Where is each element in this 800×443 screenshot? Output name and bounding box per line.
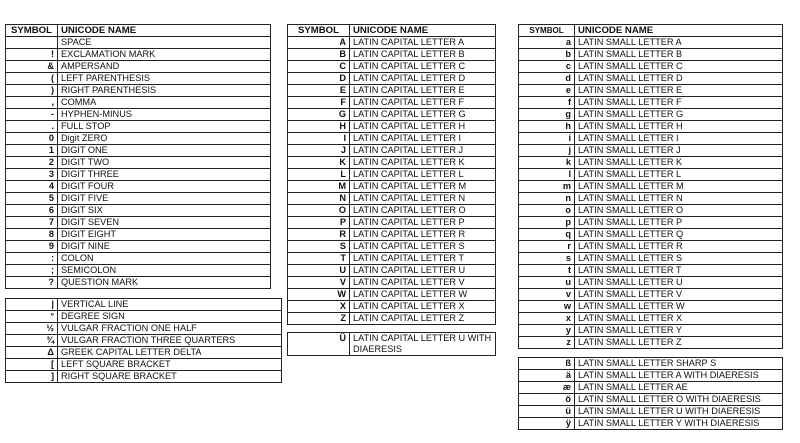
- unicode-name-cell: LATIN SMALL LETTER S: [575, 253, 783, 265]
- table-header-row: [519, 25, 783, 37]
- symbol-cell: Ü: [288, 333, 350, 356]
- unicode-name-cell: LATIN CAPITAL LETTER B: [350, 49, 496, 61]
- symbol-cell: Z: [288, 313, 350, 325]
- table-row: [6, 109, 271, 121]
- table-row: [288, 85, 496, 97]
- symbol-cell: ,: [6, 97, 58, 109]
- table-row: [288, 193, 496, 205]
- table-row: [519, 277, 783, 289]
- unicode-name-cell: LATIN CAPITAL LETTER J: [350, 145, 496, 157]
- symbol-cell: -: [6, 109, 58, 121]
- symbol-cell: F: [288, 97, 350, 109]
- unicode-name-cell: DIGIT ONE: [58, 145, 271, 157]
- symbol-cell: z: [519, 337, 575, 349]
- symbol-cell: n: [519, 193, 575, 205]
- symbol-cell: q: [519, 229, 575, 241]
- unicode-name-cell: COMMA: [58, 97, 271, 109]
- table-row: [519, 241, 783, 253]
- symbol-cell: [: [6, 359, 58, 371]
- unicode-name-cell: VULGAR FRACTION THREE QUARTERS: [58, 335, 282, 347]
- table-row: [519, 382, 783, 394]
- table-row: [288, 181, 496, 193]
- symbol-cell: A: [288, 37, 350, 49]
- table-row: [288, 241, 496, 253]
- unicode-name-cell: FULL STOP: [58, 121, 271, 133]
- unicode-name-cell: LATIN SMALL LETTER J: [575, 145, 783, 157]
- symbol-cell: [6, 37, 58, 49]
- symbol-cell: ½: [6, 323, 58, 335]
- symbol-cell: 7: [6, 217, 58, 229]
- table-row: [6, 121, 271, 133]
- table-row: [519, 406, 783, 418]
- table-row: [519, 418, 783, 430]
- name-column-header: UNICODE NAME: [575, 25, 783, 37]
- table-row: [519, 73, 783, 85]
- symbol-cell: U: [288, 265, 350, 277]
- unicode-name-cell: RIGHT SQUARE BRACKET: [58, 371, 282, 383]
- unicode-name-cell: LATIN SMALL LETTER H: [575, 121, 783, 133]
- table-symbols-punctuation: [5, 24, 271, 289]
- symbol-cell: |: [6, 299, 58, 311]
- table-row: [519, 37, 783, 49]
- symbol-cell: 2: [6, 157, 58, 169]
- unicode-name-cell: LATIN CAPITAL LETTER T: [350, 253, 496, 265]
- table-row: [288, 277, 496, 289]
- unicode-name-cell: DEGREE SIGN: [58, 311, 282, 323]
- symbol-cell: 0: [6, 133, 58, 145]
- symbol-cell: D: [288, 73, 350, 85]
- unicode-name-cell: LEFT PARENTHESIS: [58, 73, 271, 85]
- table-row: [6, 265, 271, 277]
- unicode-name-cell: LATIN SMALL LETTER Y: [575, 325, 783, 337]
- symbol-cell: I: [288, 133, 350, 145]
- symbol-cell: !: [6, 49, 58, 61]
- symbol-cell: j: [519, 145, 575, 157]
- table-row: [6, 217, 271, 229]
- unicode-name-cell: LATIN SMALL LETTER D: [575, 73, 783, 85]
- symbol-cell: X: [288, 301, 350, 313]
- unicode-name-cell: LATIN CAPITAL LETTER H: [350, 121, 496, 133]
- unicode-name-cell: LATIN SMALL LETTER I: [575, 133, 783, 145]
- symbol-cell: k: [519, 157, 575, 169]
- unicode-name-cell: DIGIT NINE: [58, 241, 271, 253]
- symbol-column-header: SYMBOL: [519, 25, 575, 37]
- symbol-cell: ö: [519, 394, 575, 406]
- table-row: [519, 85, 783, 97]
- table-row: [6, 193, 271, 205]
- table-row: [519, 265, 783, 277]
- table-row: [6, 157, 271, 169]
- unicode-name-cell: LATIN SMALL LETTER W: [575, 301, 783, 313]
- unicode-name-cell: LATIN CAPITAL LETTER E: [350, 85, 496, 97]
- table-header-row: [6, 25, 271, 37]
- unicode-name-cell: LATIN SMALL LETTER C: [575, 61, 783, 73]
- symbol-cell: l: [519, 169, 575, 181]
- table-row: [6, 169, 271, 181]
- symbol-cell: d: [519, 73, 575, 85]
- table-row: [288, 145, 496, 157]
- unicode-name-cell: LATIN SMALL LETTER N: [575, 193, 783, 205]
- symbol-cell: 5: [6, 193, 58, 205]
- table-row: [6, 359, 282, 371]
- unicode-name-cell: LATIN CAPITAL LETTER W: [350, 289, 496, 301]
- unicode-name-cell: LATIN SMALL LETTER L: [575, 169, 783, 181]
- table-row: [6, 229, 271, 241]
- unicode-name-cell: LATIN SMALL LETTER A: [575, 37, 783, 49]
- unicode-name-cell: LATIN SMALL LETTER R: [575, 241, 783, 253]
- symbol-cell: ÿ: [519, 418, 575, 430]
- unicode-name-cell: GREEK CAPITAL LETTER DELTA: [58, 347, 282, 359]
- table-row: [6, 371, 282, 383]
- unicode-name-cell: LATIN SMALL LETTER Q: [575, 229, 783, 241]
- symbol-cell: f: [519, 97, 575, 109]
- symbol-cell: g: [519, 109, 575, 121]
- symbol-cell: r: [519, 241, 575, 253]
- symbol-cell: (: [6, 73, 58, 85]
- table-row: [288, 49, 496, 61]
- table-row: [6, 85, 271, 97]
- table-row: [519, 370, 783, 382]
- table-row: [288, 61, 496, 73]
- symbol-cell: v: [519, 289, 575, 301]
- table-row: [288, 265, 496, 277]
- symbol-cell: ]: [6, 371, 58, 383]
- symbol-cell: :: [6, 253, 58, 265]
- unicode-name-cell: LATIN SMALL LETTER Y WITH DIAERESIS: [575, 418, 783, 430]
- unicode-name-cell: LEFT SQUARE BRACKET: [58, 359, 282, 371]
- symbol-cell: M: [288, 181, 350, 193]
- table-row: [519, 394, 783, 406]
- symbol-cell: m: [519, 181, 575, 193]
- unicode-name-cell: LATIN CAPITAL LETTER K: [350, 157, 496, 169]
- unicode-name-cell: LATIN CAPITAL LETTER U: [350, 265, 496, 277]
- table-row: [288, 97, 496, 109]
- symbol-cell: b: [519, 49, 575, 61]
- symbol-cell: ü: [519, 406, 575, 418]
- unicode-name-cell: LATIN SMALL LETTER X: [575, 313, 783, 325]
- unicode-name-cell: LATIN CAPITAL LETTER A: [350, 37, 496, 49]
- unicode-name-cell: DIGIT EIGHT: [58, 229, 271, 241]
- table-row: [519, 358, 783, 370]
- unicode-name-cell: LATIN SMALL LETTER M: [575, 181, 783, 193]
- symbol-cell: x: [519, 313, 575, 325]
- symbol-cell: G: [288, 109, 350, 121]
- unicode-name-cell: LATIN CAPITAL LETTER G: [350, 109, 496, 121]
- unicode-name-cell: LATIN SMALL LETTER B: [575, 49, 783, 61]
- table-row: [6, 311, 282, 323]
- symbol-cell: u: [519, 277, 575, 289]
- unicode-name-cell: LATIN SMALL LETTER O: [575, 205, 783, 217]
- symbol-cell: i: [519, 133, 575, 145]
- symbol-cell: L: [288, 169, 350, 181]
- unicode-name-cell: LATIN SMALL LETTER U: [575, 277, 783, 289]
- unicode-name-cell: LATIN CAPITAL LETTER I: [350, 133, 496, 145]
- table-row: [6, 347, 282, 359]
- table-small-special: [518, 357, 783, 430]
- unicode-name-cell: RIGHT PARENTHESIS: [58, 85, 271, 97]
- symbol-cell: .: [6, 121, 58, 133]
- table-row: [519, 313, 783, 325]
- table-row: [288, 289, 496, 301]
- table-row: [519, 217, 783, 229]
- symbol-cell: S: [288, 241, 350, 253]
- unicode-name-cell: SEMICOLON: [58, 265, 271, 277]
- table-row: [288, 169, 496, 181]
- unicode-name-cell: DIGIT SIX: [58, 205, 271, 217]
- table-row: [519, 229, 783, 241]
- symbol-cell: H: [288, 121, 350, 133]
- symbol-column-header: SYMBOL: [6, 25, 58, 37]
- table-row: [6, 97, 271, 109]
- unicode-name-cell: LATIN SMALL LETTER P: [575, 217, 783, 229]
- table-row: [6, 181, 271, 193]
- symbol-cell: E: [288, 85, 350, 97]
- table-row: [288, 229, 496, 241]
- table-row: [519, 193, 783, 205]
- table-row: [6, 335, 282, 347]
- table-row: [519, 109, 783, 121]
- symbol-cell: e: [519, 85, 575, 97]
- symbol-cell: t: [519, 265, 575, 277]
- symbol-cell: C: [288, 61, 350, 73]
- symbol-cell: B: [288, 49, 350, 61]
- unicode-name-cell: LATIN SMALL LETTER Z: [575, 337, 783, 349]
- table-capital-letters: [287, 24, 496, 325]
- symbol-cell: O: [288, 205, 350, 217]
- symbol-cell: 6: [6, 205, 58, 217]
- symbol-cell: P: [288, 217, 350, 229]
- table-row: [6, 253, 271, 265]
- unicode-name-cell: LATIN SMALL LETTER A WITH DIAERESIS: [575, 370, 783, 382]
- table-row: [6, 205, 271, 217]
- table-row: [6, 299, 282, 311]
- symbol-cell: °: [6, 311, 58, 323]
- table-row: [6, 323, 282, 335]
- symbol-cell: 4: [6, 181, 58, 193]
- symbol-cell: T: [288, 253, 350, 265]
- table-row: [519, 97, 783, 109]
- unicode-name-cell: LATIN CAPITAL LETTER O: [350, 205, 496, 217]
- unicode-name-cell: LATIN CAPITAL LETTER R: [350, 229, 496, 241]
- symbol-cell: h: [519, 121, 575, 133]
- unicode-name-cell: LATIN CAPITAL LETTER V: [350, 277, 496, 289]
- symbol-cell: 8: [6, 229, 58, 241]
- unicode-name-cell: VERTICAL LINE: [58, 299, 282, 311]
- symbol-cell: æ: [519, 382, 575, 394]
- unicode-name-cell: LATIN SMALL LETTER AE: [575, 382, 783, 394]
- unicode-name-cell: COLON: [58, 253, 271, 265]
- unicode-name-cell: LATIN CAPITAL LETTER U WITH DIAERESIS: [350, 333, 496, 356]
- unicode-name-cell: LATIN SMALL LETTER G: [575, 109, 783, 121]
- unicode-name-cell: DIGIT FOUR: [58, 181, 271, 193]
- unicode-name-cell: DIGIT FIVE: [58, 193, 271, 205]
- table-row: [288, 109, 496, 121]
- table-row: [288, 121, 496, 133]
- unicode-name-cell: LATIN CAPITAL LETTER X: [350, 301, 496, 313]
- table-row: [288, 205, 496, 217]
- unicode-name-cell: LATIN CAPITAL LETTER M: [350, 181, 496, 193]
- unicode-name-cell: LATIN SMALL LETTER T: [575, 265, 783, 277]
- symbol-cell: ): [6, 85, 58, 97]
- table-row: [519, 133, 783, 145]
- table-row: [519, 301, 783, 313]
- unicode-name-cell: LATIN SMALL LETTER K: [575, 157, 783, 169]
- unicode-name-cell: DIGIT TWO: [58, 157, 271, 169]
- table-row: [288, 37, 496, 49]
- unicode-name-cell: QUESTION MARK: [58, 277, 271, 289]
- table-row: [519, 121, 783, 133]
- unicode-name-cell: DIGIT THREE: [58, 169, 271, 181]
- table-row: [519, 253, 783, 265]
- table-row: [6, 277, 271, 289]
- table-row: [288, 73, 496, 85]
- unicode-name-cell: SPACE: [58, 37, 271, 49]
- table-row: [519, 325, 783, 337]
- symbol-cell: Δ: [6, 347, 58, 359]
- symbol-cell: 3: [6, 169, 58, 181]
- table-row: [519, 181, 783, 193]
- symbol-cell: p: [519, 217, 575, 229]
- unicode-name-cell: LATIN CAPITAL LETTER P: [350, 217, 496, 229]
- name-column-header: UNICODE NAME: [58, 25, 271, 37]
- symbol-cell: R: [288, 229, 350, 241]
- symbol-cell: J: [288, 145, 350, 157]
- symbol-cell: s: [519, 253, 575, 265]
- symbol-cell: N: [288, 193, 350, 205]
- table-header-row: [288, 25, 496, 37]
- table-row: [519, 61, 783, 73]
- unicode-name-cell: LATIN CAPITAL LETTER N: [350, 193, 496, 205]
- symbol-cell: w: [519, 301, 575, 313]
- table-row: [288, 217, 496, 229]
- symbol-cell: ä: [519, 370, 575, 382]
- table-symbols-special: [5, 298, 282, 383]
- symbol-cell: W: [288, 289, 350, 301]
- unicode-name-cell: LATIN SMALL LETTER E: [575, 85, 783, 97]
- table-row: [288, 133, 496, 145]
- table-row: [519, 49, 783, 61]
- unicode-name-cell: LATIN CAPITAL LETTER S: [350, 241, 496, 253]
- symbol-cell: ¾: [6, 335, 58, 347]
- unicode-name-cell: LATIN SMALL LETTER F: [575, 97, 783, 109]
- symbol-cell: K: [288, 157, 350, 169]
- unicode-name-cell: LATIN CAPITAL LETTER F: [350, 97, 496, 109]
- table-row: [288, 333, 496, 356]
- table-row: [519, 289, 783, 301]
- symbol-cell: V: [288, 277, 350, 289]
- unicode-name-cell: Digit ZERO: [58, 133, 271, 145]
- symbol-cell: 1: [6, 145, 58, 157]
- table-row: [519, 205, 783, 217]
- table-row: [6, 145, 271, 157]
- symbol-cell: o: [519, 205, 575, 217]
- symbol-cell: 9: [6, 241, 58, 253]
- table-row: [6, 49, 271, 61]
- table-row: [6, 133, 271, 145]
- symbol-cell: ;: [6, 265, 58, 277]
- unicode-name-cell: LATIN CAPITAL LETTER Z: [350, 313, 496, 325]
- table-row: [6, 61, 271, 73]
- symbol-cell: &: [6, 61, 58, 73]
- name-column-header: UNICODE NAME: [350, 25, 496, 37]
- table-row: [519, 145, 783, 157]
- table-row: [288, 157, 496, 169]
- table-row: [288, 301, 496, 313]
- table-row: [6, 37, 271, 49]
- unicode-name-cell: LATIN SMALL LETTER SHARP S: [575, 358, 783, 370]
- symbol-cell: a: [519, 37, 575, 49]
- symbol-cell: y: [519, 325, 575, 337]
- unicode-name-cell: AMPERSAND: [58, 61, 271, 73]
- table-row: [519, 157, 783, 169]
- table-row: [288, 253, 496, 265]
- symbol-cell: ß: [519, 358, 575, 370]
- table-row: [288, 313, 496, 325]
- symbol-cell: ?: [6, 277, 58, 289]
- unicode-name-cell: LATIN SMALL LETTER V: [575, 289, 783, 301]
- unicode-name-cell: LATIN CAPITAL LETTER D: [350, 73, 496, 85]
- table-row: [6, 241, 271, 253]
- unicode-name-cell: LATIN SMALL LETTER O WITH DIAERESIS: [575, 394, 783, 406]
- unicode-name-cell: LATIN SMALL LETTER U WITH DIAERESIS: [575, 406, 783, 418]
- table-small-letters: [518, 24, 783, 349]
- unicode-name-cell: HYPHEN-MINUS: [58, 109, 271, 121]
- table-row: [519, 337, 783, 349]
- unicode-name-cell: LATIN CAPITAL LETTER C: [350, 61, 496, 73]
- table-capital-diaeresis: [287, 332, 496, 356]
- unicode-name-cell: VULGAR FRACTION ONE HALF: [58, 323, 282, 335]
- table-row: [519, 169, 783, 181]
- unicode-name-cell: DIGIT SEVEN: [58, 217, 271, 229]
- table-row: [6, 73, 271, 85]
- symbol-column-header: SYMBOL: [288, 25, 350, 37]
- unicode-name-cell: EXCLAMATION MARK: [58, 49, 271, 61]
- symbol-cell: c: [519, 61, 575, 73]
- unicode-name-cell: LATIN CAPITAL LETTER L: [350, 169, 496, 181]
